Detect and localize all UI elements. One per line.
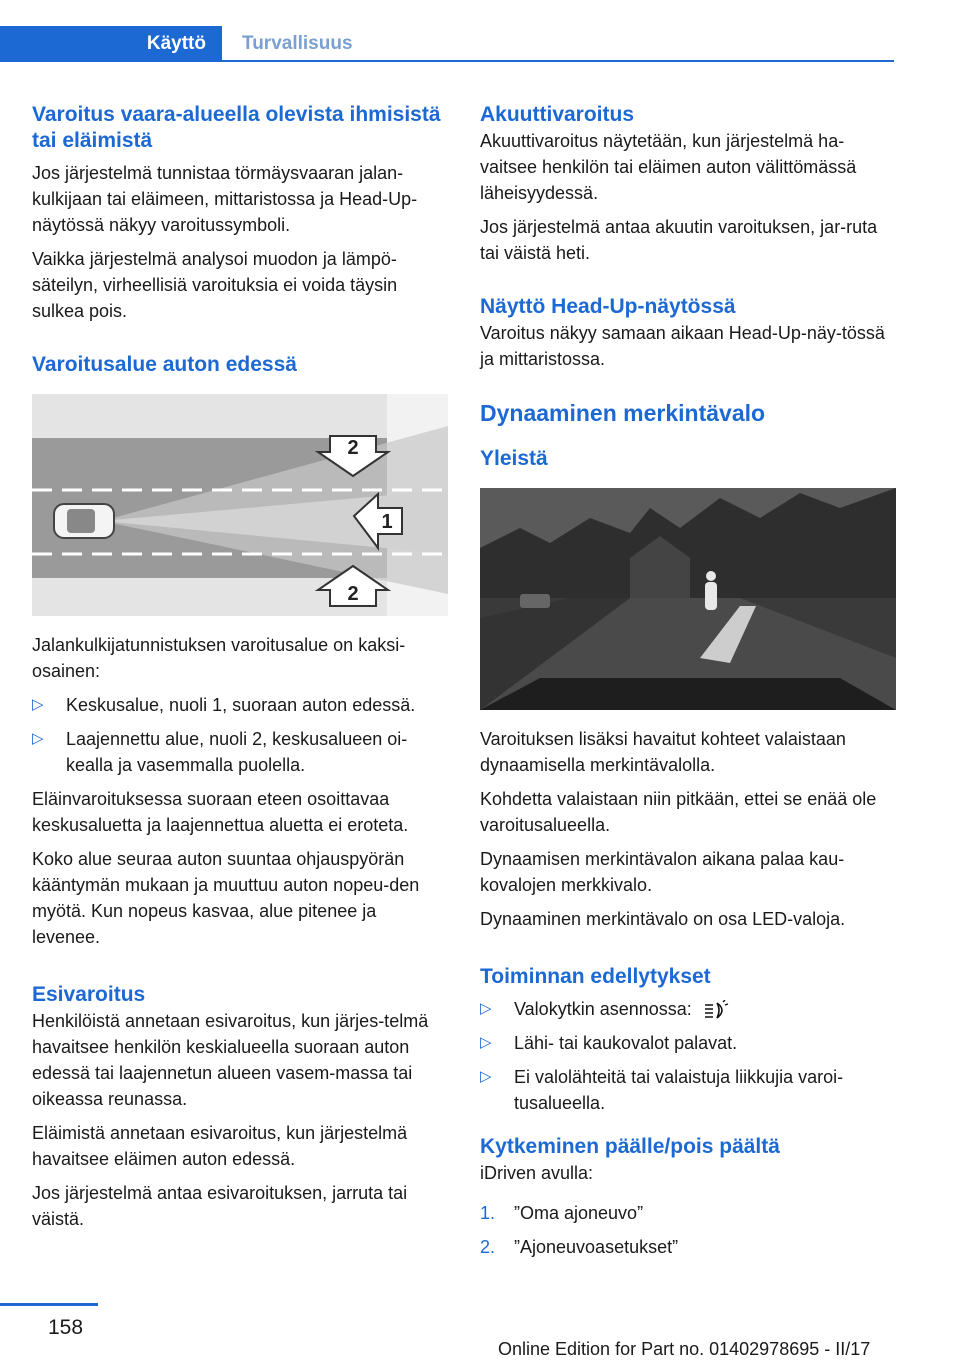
paragraph: Akuuttivaroitus näytetään, kun järjestelmä ha-vaitsee henkilön tai eläimen auton välittömässä läheisyydessä. bbox=[480, 131, 857, 203]
light-switch-icon bbox=[703, 1000, 729, 1020]
paragraph: Koko alue seuraa auton suuntaa ohjauspyörän kääntymän mukaan ja muuttuu auton nopeu-den myötä. Kun nopeus kasvaa, alue pitenee ja levenee. bbox=[32, 849, 420, 947]
paragraph: Dynaaminen merkintävalo on osa LED-valoja. bbox=[480, 909, 846, 929]
paragraph: Kohdetta valaistaan niin pitkään, ettei se enää ole varoitusalueella. bbox=[480, 789, 877, 835]
left-column bbox=[32, 102, 448, 1240]
footer-divider bbox=[0, 1303, 98, 1306]
triangle-bullet-icon: ▷ bbox=[480, 1034, 492, 1051]
list-item: ▷ Ei valolähteitä tai valaistuja liikkujia varoi-tusalueella. bbox=[480, 1064, 896, 1116]
list-item: ▷ Laajennettu alue, nuoli 2, keskusalueen oi-kealla ja vasemmalla puolella. bbox=[32, 726, 448, 778]
heading-yleista: Yleistä bbox=[480, 447, 548, 470]
heading-akuuttivaroitus: Akuuttivaroitus bbox=[480, 103, 635, 126]
warning-zone-figure bbox=[32, 394, 448, 616]
paragraph: Jos järjestelmä antaa esivaroituksen, jarruta tai väistä. bbox=[32, 1183, 408, 1229]
tab-turvallisuus[interactable]: Turvallisuus bbox=[242, 33, 353, 54]
paragraph: Henkilöistä annetaan esivaroitus, kun järjes-telmä havaitsee henkilön keskialueella suoraan auton edessä tai laajennetun alueen vasem-massa tai oikeassa reunassa. bbox=[32, 1011, 429, 1109]
tab-kaytto[interactable]: Käyttö bbox=[0, 26, 222, 62]
paragraph: Jalankulkijatunnistuksen varoitusalue on kaksi-osainen: bbox=[32, 635, 406, 681]
right-column bbox=[480, 102, 896, 1268]
list-item: ▷ Lähi- tai kaukovalot palavat. bbox=[480, 1030, 896, 1056]
heading-varoitus-vaara-alueella: Varoitus vaara-alueella olevista ihmisistä tai eläimistä bbox=[32, 103, 441, 152]
paragraph: Eläimistä annetaan esivaroitus, kun järjestelmä havaitsee eläimen auton edessä. bbox=[32, 1123, 408, 1169]
arrow-label: 2 bbox=[347, 437, 359, 459]
paragraph: Vaikka järjestelmä analysoi muodon ja lämpö-säteilyn, virheellisiä varoituksia ei voida täysin sulkea pois. bbox=[32, 249, 398, 321]
heading-varoitusalue: Varoitusalue auton edessä bbox=[32, 353, 297, 376]
header-bar bbox=[0, 26, 894, 62]
heading-kytkeminen: Kytkeminen päälle/pois päältä bbox=[480, 1135, 780, 1158]
arrow-label: 1 bbox=[381, 511, 393, 533]
arrow-label: 2 bbox=[347, 583, 359, 605]
heading-esivaroitus: Esivaroitus bbox=[32, 983, 146, 1006]
triangle-bullet-icon: ▷ bbox=[480, 1068, 492, 1085]
triangle-bullet-icon: ▷ bbox=[480, 1000, 492, 1017]
page-number: 158 bbox=[48, 1316, 84, 1339]
header-divider bbox=[222, 60, 894, 62]
edition-text: Online Edition for Part no. 01402978695 - II/17 bbox=[498, 1339, 871, 1359]
paragraph: Eläinvaroituksessa suoraan eteen osoittavaa keskusaluetta ja laajennettua aluetta ei eroteta. bbox=[32, 789, 409, 835]
paragraph: iDriven avulla: bbox=[480, 1163, 594, 1183]
paragraph: Jos järjestelmä antaa akuutin varoituksen, jar-ruta tai väistä heti. bbox=[480, 217, 878, 263]
list-item: ▷ Valokytkin asennossa: bbox=[480, 996, 896, 1022]
list-item: 2. ”Ajoneuvoasetukset” bbox=[480, 1237, 679, 1257]
paragraph: Jos järjestelmä tunnistaa törmäysvaaran jalan-kulkijaan tai eläimeen, mittaristossa ja Head-Up-näytössä näkyy varoitussymboli. bbox=[32, 163, 418, 235]
pedestrian-icon bbox=[705, 571, 717, 610]
car-icon bbox=[54, 504, 114, 538]
night-road-figure bbox=[480, 488, 896, 710]
triangle-bullet-icon: ▷ bbox=[32, 696, 44, 713]
paragraph: Varoituksen lisäksi havaitut kohteet valaistaan dynaamisella merkintävalolla. bbox=[480, 729, 846, 775]
numbered-list bbox=[480, 1200, 896, 1260]
paragraph: Varoitus näkyy samaan aikaan Head-Up-näy-tössä ja mittaristossa. bbox=[480, 323, 885, 369]
bullet-list bbox=[32, 692, 448, 778]
paragraph: Dynaamisen merkintävalon aikana palaa kau-kovalojen merkkivalo. bbox=[480, 849, 845, 895]
heading-dynaaminen-merkintavalo: Dynaaminen merkintävalo bbox=[480, 400, 766, 426]
list-item: 1. ”Oma ajoneuvo” bbox=[480, 1203, 644, 1223]
car-silhouette bbox=[520, 594, 550, 608]
dashboard bbox=[480, 678, 896, 710]
triangle-bullet-icon: ▷ bbox=[32, 730, 44, 747]
heading-naytto-head-up: Näyttö Head-Up-näytössä bbox=[480, 295, 736, 318]
heading-toiminnan-edellytykset: Toiminnan edellytykset bbox=[480, 965, 711, 988]
bullet-list bbox=[480, 996, 896, 1116]
list-item: ▷ Keskusalue, nuoli 1, suoraan auton edessä. bbox=[32, 692, 448, 718]
